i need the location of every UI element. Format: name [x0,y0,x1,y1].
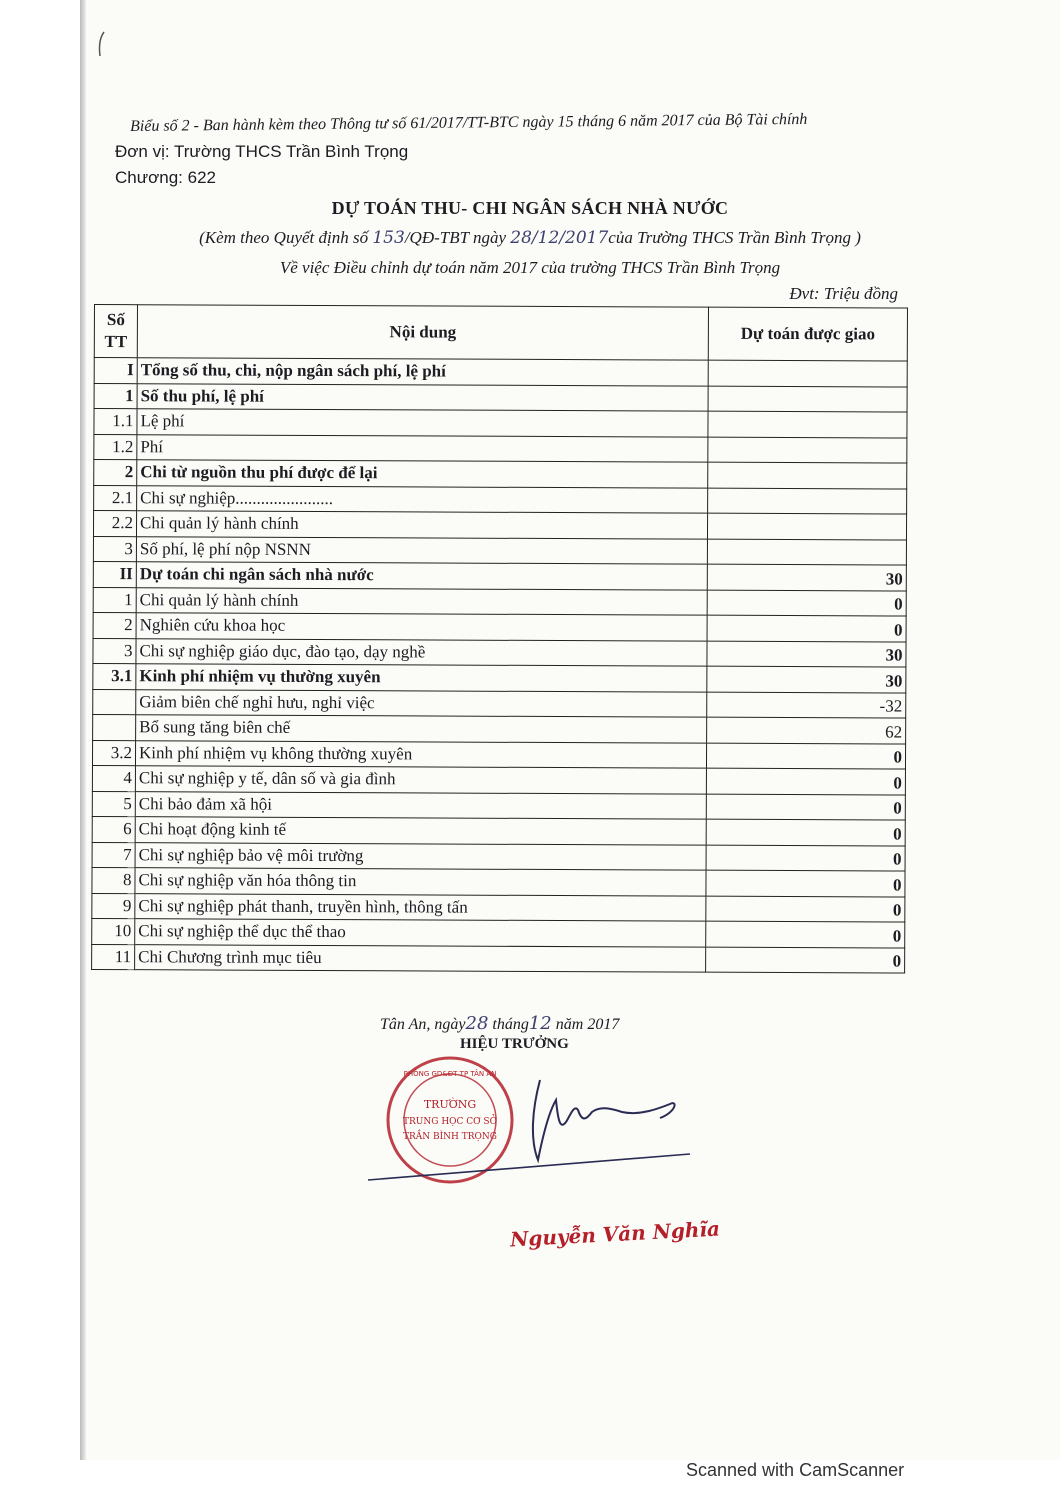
row-content: Chi bảo đảm xã hội [135,791,706,819]
svg-text:TRƯỜNG: TRƯỜNG [423,1098,477,1111]
row-amount: 30 [707,564,906,590]
row-amount: 0 [706,947,905,973]
document-header [115,110,808,188]
table-row [94,409,907,438]
row-content: Lệ phí [137,409,708,437]
row-content: Chi sự nghiệp bảo vệ môi trường [135,842,706,870]
document-purpose: Về việc Điều chỉnh dự toán năm 2017 của trường THCS Trần Bình Trọng [279,258,781,277]
row-amount [708,462,907,488]
table-row [92,944,905,973]
svg-text:PHÒNG GD&ĐT TP TÂN AN: PHÒNG GD&ĐT TP TÂN AN [403,1070,497,1078]
row-content: Chi sự nghiệp thể dục thể thao [135,919,706,947]
table-row [93,612,906,641]
table-row [93,663,906,692]
sign-month-label: tháng [492,1016,529,1033]
signature-block [380,1013,680,1053]
paper-edge-shadow [80,0,86,1460]
sign-date-line [380,1013,680,1034]
row-content: Chi sự nghiệp giáo dục, đào tạo, dạy nghề [136,638,707,666]
row-content: Chi Chương trình mục tiêu [135,944,706,972]
row-amount [707,539,906,565]
svg-text:TRẦN BÌNH TRỌNG: TRẦN BÌNH TRỌNG [403,1132,497,1142]
table-row [92,867,905,896]
chapter-code: Chương: 622 [115,168,216,187]
row-content: Chi sự nghiệp y tế, dân số và gia đình [135,766,706,794]
table-row [92,893,905,922]
row-amount: 0 [706,819,905,845]
row-content: Bổ sung tăng biên chế [136,715,707,743]
row-amount [708,360,907,386]
table-row [93,587,906,616]
row-content: Chi sự nghiệp....................... [137,485,708,513]
row-number: 6 [92,816,135,842]
unit-name: Đơn vị: Trường THCS Trần Bình Trọng [115,142,409,161]
table-row [93,689,906,718]
row-amount: 0 [706,794,905,820]
table-row [93,714,906,743]
row-amount: 0 [706,845,905,871]
row-content: Nghiên cứu khoa học [136,613,707,641]
row-amount: -32 [707,692,906,718]
row-amount [708,386,907,412]
row-content: Chi sự nghiệp phát thanh, truyền hình, thông tấn [135,893,706,921]
form-reference: Biểu số 2 - Ban hành kèm theo Thông tư số 61/2017/TT-BTC ngày 15 tháng 6 năm 2017 của Bộ Tài chính [130,110,808,135]
table-row [92,816,905,845]
svg-text:TRUNG HỌC CƠ SỞ: TRUNG HỌC CƠ SỞ [403,1117,497,1127]
row-content: Số thu phí, lệ phí [137,383,708,411]
header-amount: Dự toán được giao [708,307,907,361]
signer-name: Nguyễn Văn Nghĩa [509,1216,721,1252]
table-row [94,434,907,463]
sign-day: 28 [465,1013,489,1034]
row-amount [708,488,907,514]
decision-date: 28/12/2017 [510,228,609,248]
stray-pen-mark [96,30,108,58]
row-amount: 0 [707,615,906,641]
table-row [93,638,906,667]
scanner-watermark: Scanned with CamScanner [686,1460,905,1480]
row-number: 1 [94,383,137,409]
table-row [94,358,907,387]
row-number: 5 [92,791,135,817]
row-number: 8 [92,867,135,893]
table-row [92,740,905,769]
sign-month: 12 [528,1013,552,1034]
row-number: 10 [92,918,135,944]
row-amount: 0 [706,896,905,922]
row-number: 2 [94,460,137,486]
row-content: Số phí, lệ phí nộp NSNN [136,536,707,564]
handwritten-signature [360,1060,700,1190]
row-content: Chi từ nguồn thu phí được để lại [137,460,708,488]
row-number: 3.1 [93,663,136,689]
row-number: 2 [93,612,136,638]
row-amount [708,411,907,437]
table-row [93,561,906,590]
row-number: 3.2 [92,740,135,766]
document-title: DỰ TOÁN THU- CHI NGÂN SÁCH NHÀ NƯỚC [331,198,729,218]
row-content: Giảm biên chế nghỉ hưu, nghỉ việc [136,689,707,717]
table-row [94,383,907,412]
row-content: Chi quản lý hành chính [136,511,707,539]
row-number: 7 [92,842,135,868]
table-row [93,511,906,540]
signer-title: HIỆU TRƯỞNG [460,1036,569,1052]
row-number [93,689,136,715]
currency-unit-note: Đvt: Triệu đồng [789,284,898,303]
row-number: 2.2 [93,511,136,537]
table-row [93,536,906,565]
row-number: 4 [92,765,135,791]
table-row [92,791,905,820]
row-amount: 0 [706,743,905,769]
header-no: Số TT [94,305,137,358]
decision-number: 153 [372,228,405,248]
row-number: 1 [93,587,136,613]
row-number: 3 [93,536,136,562]
row-content: Kinh phí nhiệm vụ không thường xuyên [135,740,706,768]
document-subtitle [0,228,1060,248]
table-row [94,485,907,514]
row-amount: 0 [707,590,906,616]
table-row [94,460,907,489]
row-number: I [94,358,137,384]
row-amount: 30 [707,666,906,692]
row-amount: 30 [707,641,906,667]
table-row [92,842,905,871]
row-content: Kinh phí nhiệm vụ thường xuyên [136,664,707,692]
sign-date-text: , ngày [426,1016,466,1033]
budget-table [91,304,908,974]
row-content: Phí [137,434,708,462]
row-content: Tổng số thu, chi, nộp ngân sách phí, lệ phí [137,358,708,386]
row-number: 11 [92,944,135,970]
table-row [92,765,905,794]
row-amount: 0 [706,921,905,947]
row-amount: 0 [706,870,905,896]
row-number: 9 [92,893,135,919]
row-content: Dự toán chi ngân sách nhà nước [136,562,707,590]
table-row [92,918,905,947]
row-number: 2.1 [94,485,137,511]
row-number: 3 [93,638,136,664]
row-content: Chi sự nghiệp văn hóa thông tin [135,868,706,896]
row-amount [707,513,906,539]
header-content: Nội dung [137,305,708,360]
row-amount: 0 [706,768,905,794]
subtitle-prefix: (Kèm theo Quyết định số [199,228,373,247]
row-number: 1.1 [94,409,137,435]
row-amount [708,437,907,463]
sign-year: năm 2017 [555,1016,620,1033]
table-header-row [94,305,907,362]
sign-place: Tân An [380,1016,427,1033]
budget-table-body [92,358,908,974]
row-content: Chi hoạt động kinh tế [135,817,706,845]
row-number [93,714,136,740]
subtitle-suffix: của Trường THCS Trần Bình Trọng ) [608,228,861,247]
row-number: II [93,561,136,587]
row-number: 1.2 [94,434,137,460]
row-content: Chi quản lý hành chính [136,587,707,615]
subtitle-middle: /QĐ-TBT ngày [404,228,511,247]
row-amount: 62 [707,717,906,743]
